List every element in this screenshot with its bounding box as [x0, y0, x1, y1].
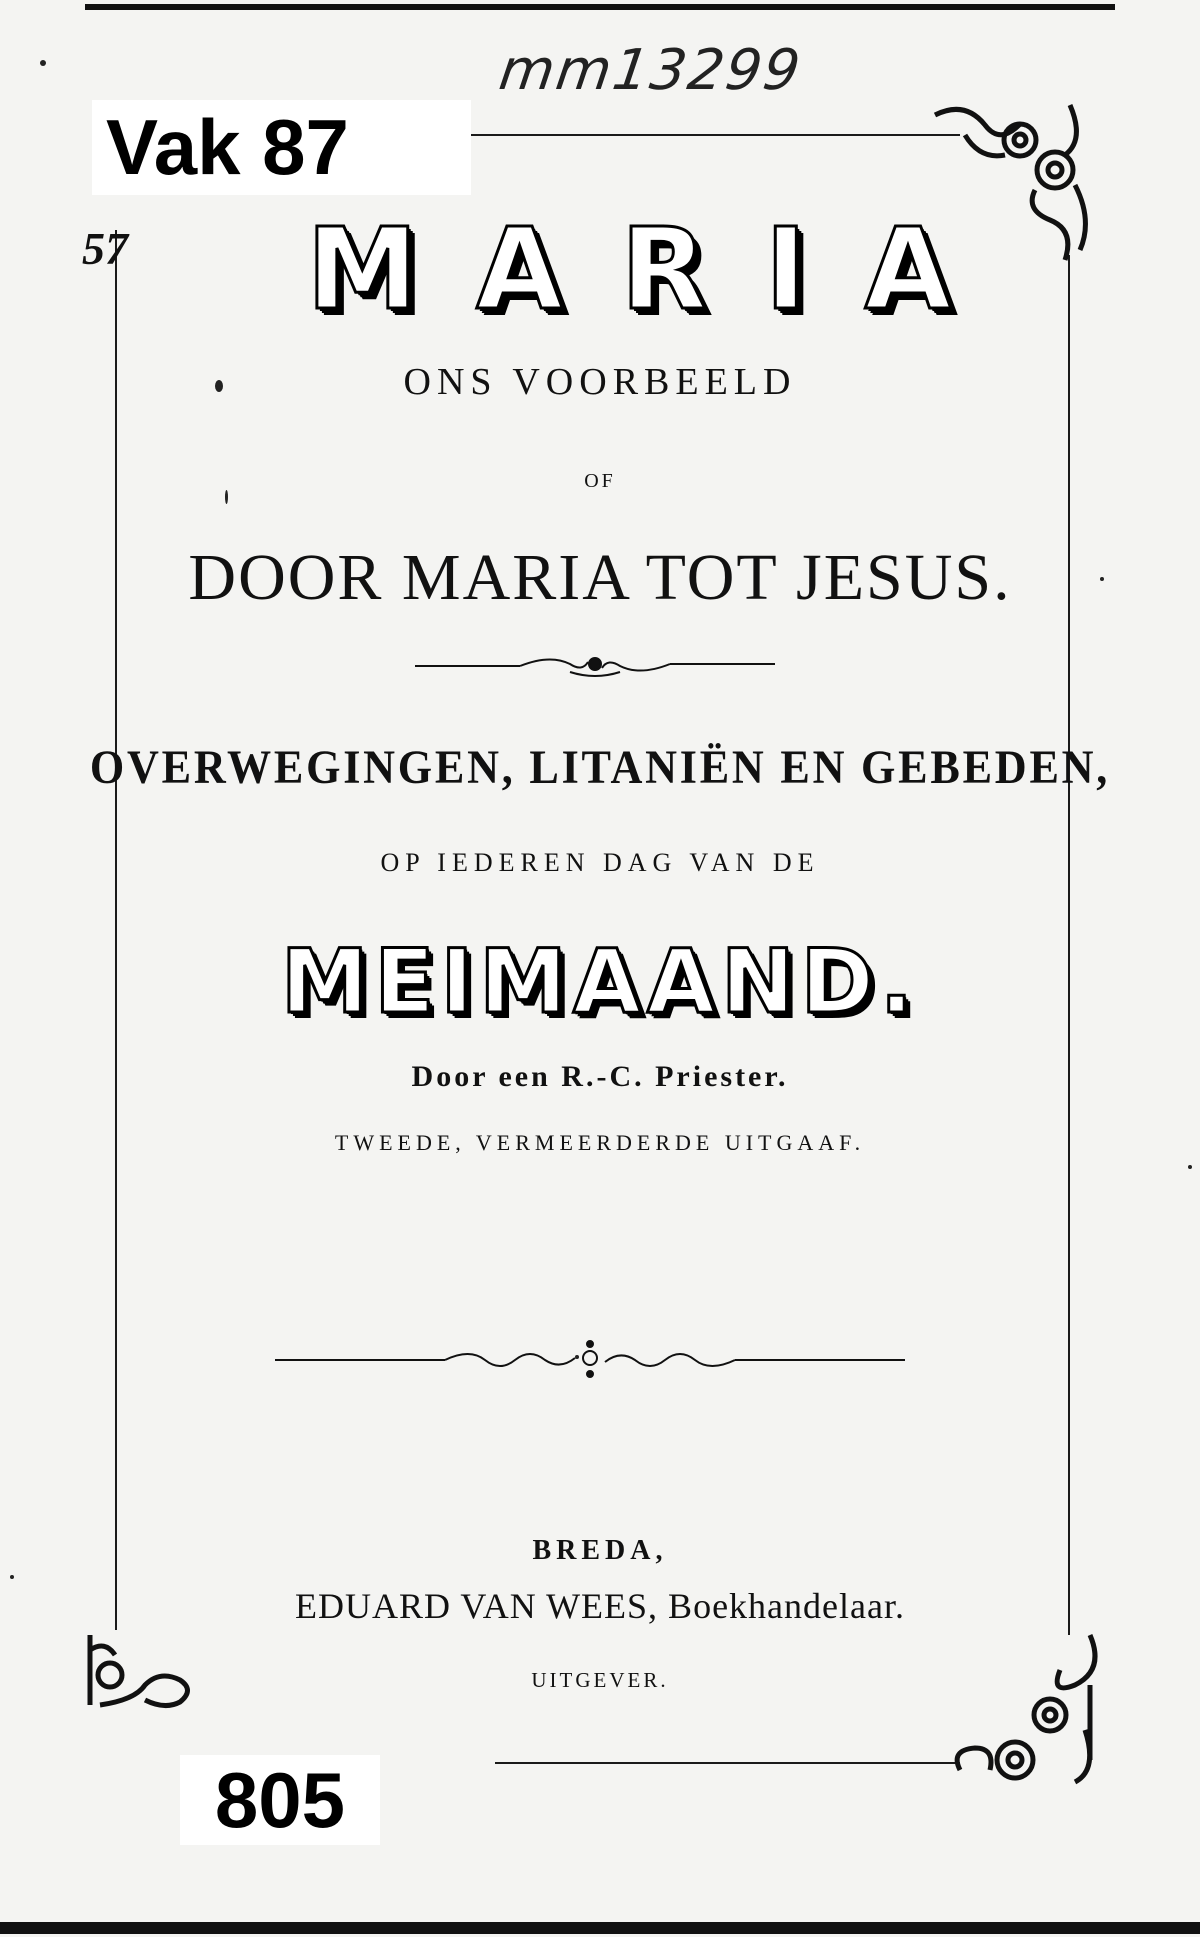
frame-top-line: [460, 134, 960, 136]
month-title: MEIMAAND.: [280, 930, 920, 1033]
scan-edge-top: [85, 4, 1115, 10]
flourish-corner-icon: [940, 1630, 1100, 1790]
publication-city: BREDA,: [532, 1535, 668, 1566]
dust-speck: [10, 1575, 14, 1579]
dust-speck: [1188, 1165, 1192, 1169]
publisher-role: UITGEVER.: [531, 1668, 669, 1692]
edition-line: TWEEDE, VERMEERDERDE UITGAAF.: [334, 1130, 866, 1155]
book-subtitle: ONS VOORBEELD: [403, 361, 797, 403]
scan-edge-bottom: [0, 1922, 1200, 1934]
occasion-line: OP IEDEREN DAG VAN DE: [380, 848, 820, 877]
scroll-ornament-icon: [270, 1340, 910, 1380]
author-line: Door een R.-C. Priester.: [411, 1060, 789, 1093]
dust-speck: [40, 60, 46, 66]
scroll-ornament-icon: [410, 650, 780, 680]
shelf-mark-label: Vak 87: [92, 100, 471, 195]
item-number-label: 805: [180, 1755, 380, 1845]
book-title: MARIA: [306, 205, 1010, 335]
main-title: DOOR MARIA TOT JESUS.: [188, 541, 1012, 614]
contents-line: OVERWEGINGEN, LITANIËN EN GEBEDEN,: [89, 741, 1111, 794]
margin-mark: 57: [82, 223, 128, 274]
publisher-line: EDUARD VAN WEES, Boekhandelaar.: [295, 1586, 905, 1626]
frame-bottom-line: [495, 1762, 960, 1764]
title-conjunction: OF: [584, 470, 616, 492]
handwritten-catalog-number: mm13299: [495, 38, 806, 103]
